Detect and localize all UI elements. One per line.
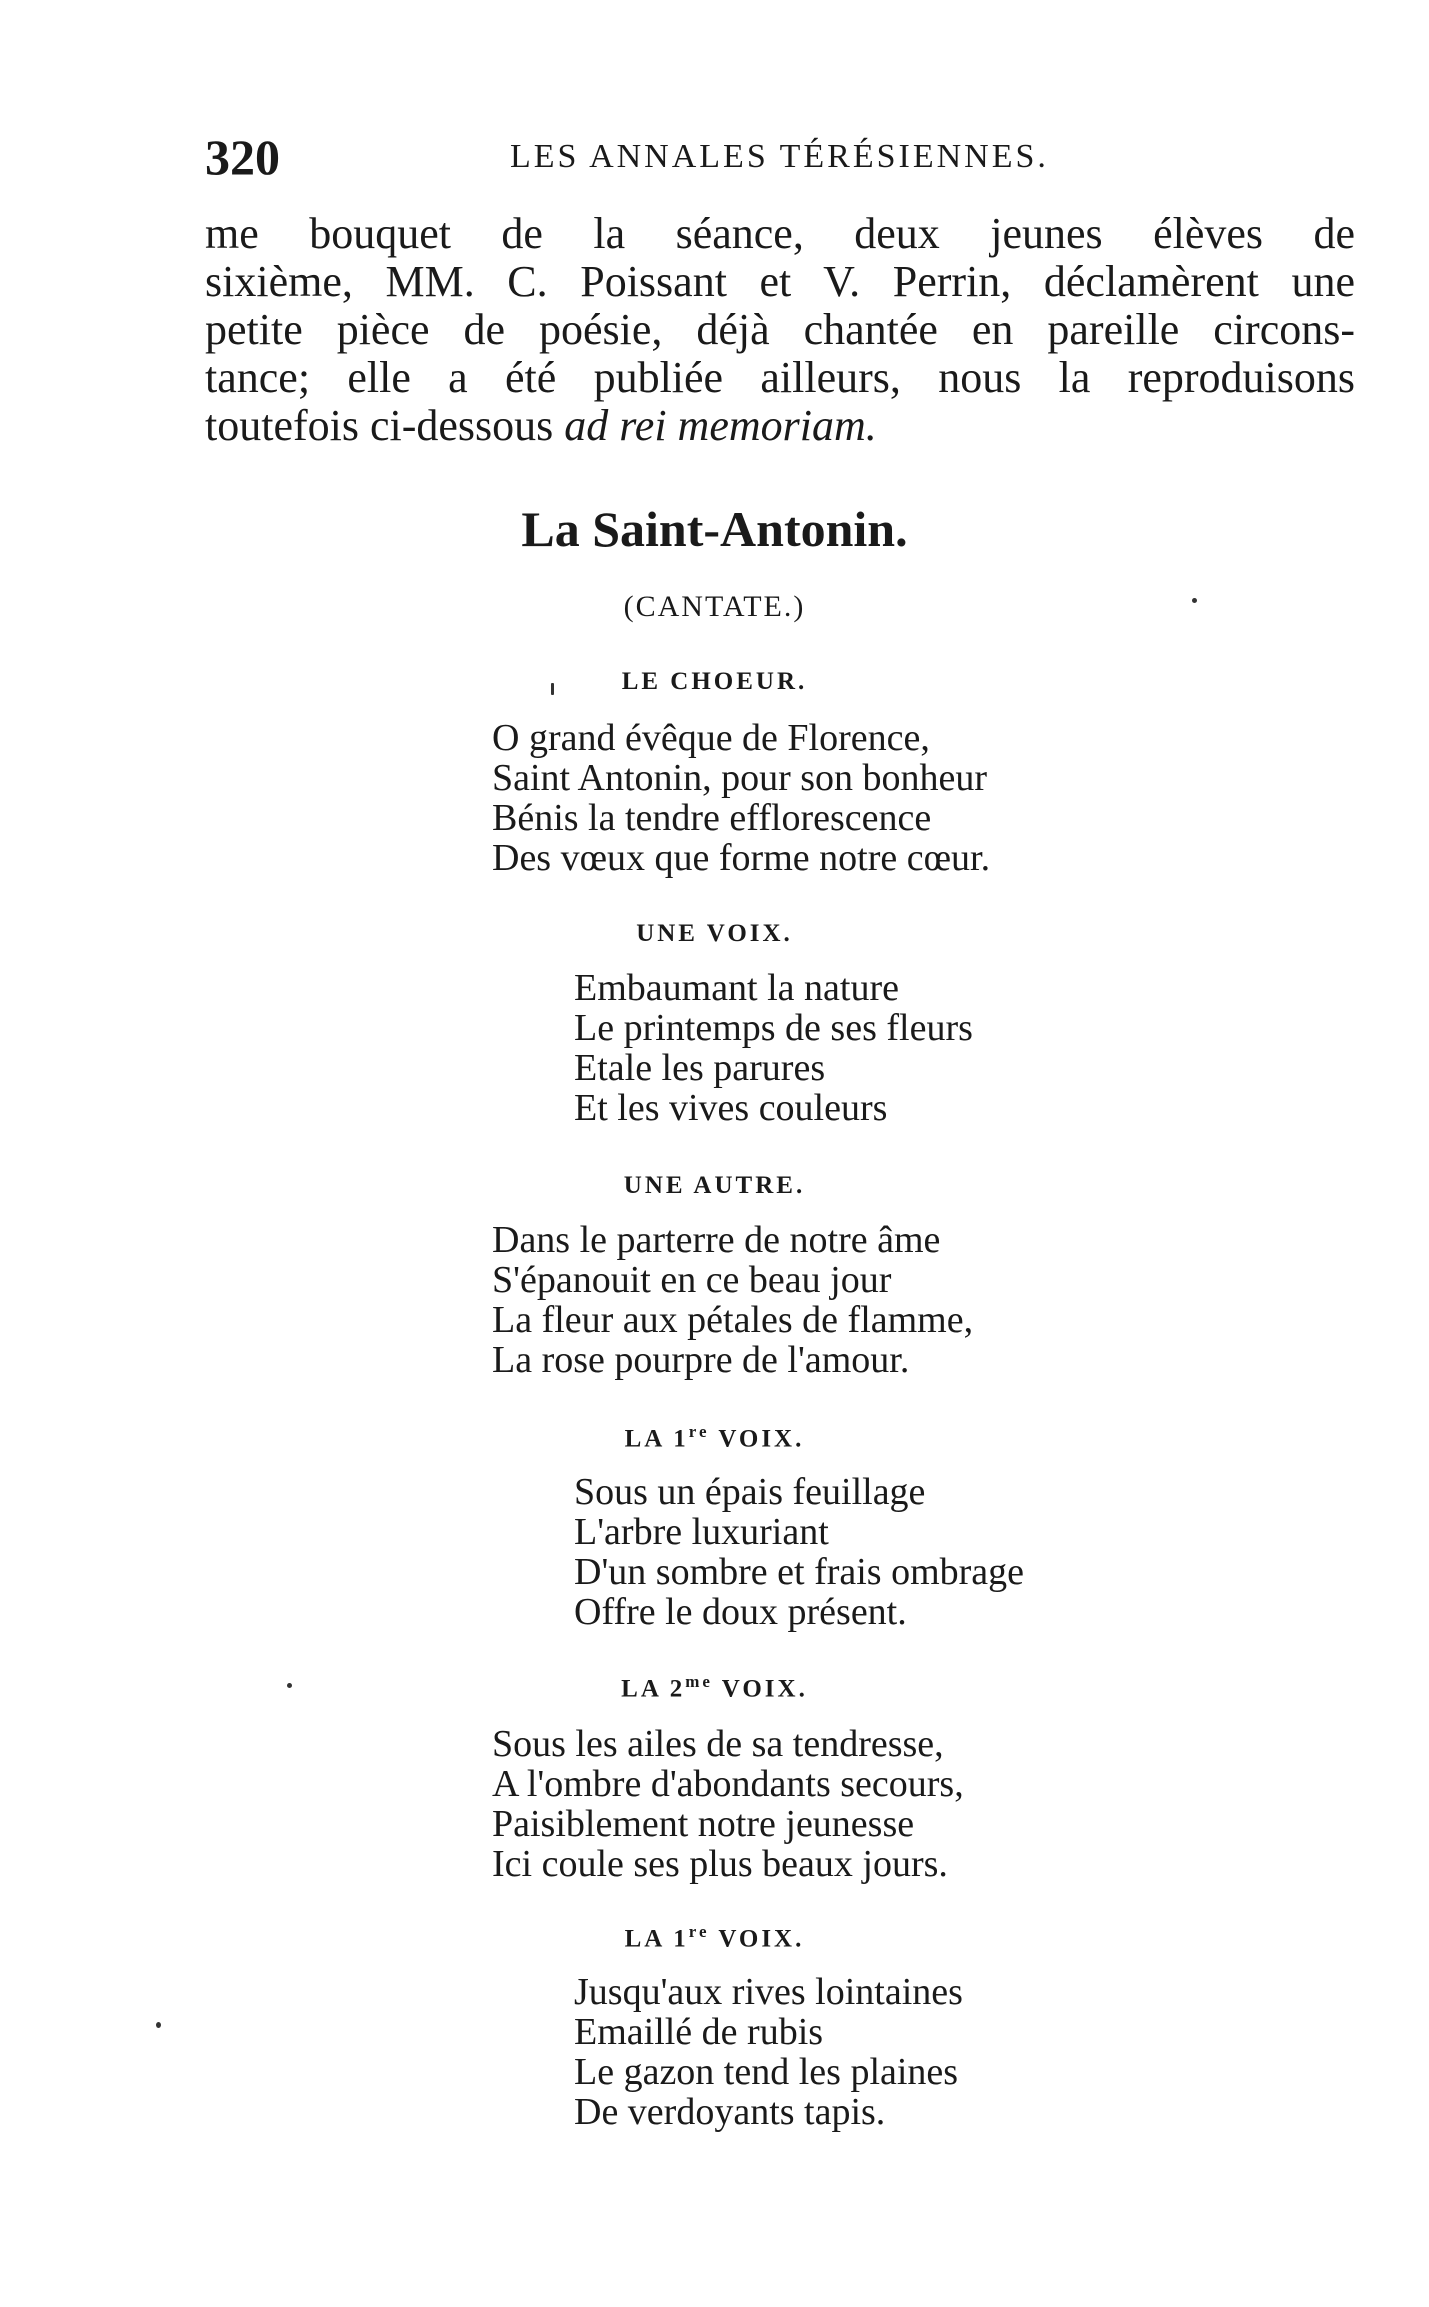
speaker-ordinal: me bbox=[685, 1672, 713, 1691]
speaker-label: LE CHOEUR. bbox=[621, 668, 808, 695]
verse-line: Jusqu'aux rives lointaines bbox=[574, 1971, 963, 2013]
speaker-label bbox=[0, 1922, 1429, 1953]
speaker-ordinal: re bbox=[688, 1922, 710, 1941]
speaker-prefix: LA 1 bbox=[624, 1925, 689, 1953]
intro-line: tance; elle a été publiée ailleurs, nous la reproduisons bbox=[205, 353, 1355, 402]
speaker-label bbox=[0, 1672, 1429, 1703]
verse-line: Ici coule ses plus beaux jours. bbox=[492, 1843, 948, 1885]
verse-line: Le printemps de ses fleurs bbox=[574, 1007, 973, 1049]
intro-line-last bbox=[205, 402, 1355, 450]
scan-speck bbox=[156, 2022, 161, 2028]
verse-line: D'un sombre et frais ombrage bbox=[574, 1551, 1025, 1593]
speaker-prefix: LA 1 bbox=[624, 1425, 689, 1453]
verse-line: Saint Antonin, pour son bonheur bbox=[492, 757, 988, 799]
verse-line: De verdoyants tapis. bbox=[574, 2091, 886, 2133]
verse-line: Des vœux que forme notre cœur. bbox=[492, 837, 991, 879]
verse-line: Etale les parures bbox=[574, 1047, 826, 1089]
speaker-ordinal: re bbox=[688, 1422, 710, 1441]
poem-subtitle: (CANTATE.) bbox=[623, 590, 806, 623]
running-title: LES ANNALES TÉRÉSIENNES. bbox=[510, 138, 1049, 175]
scan-speck bbox=[551, 683, 554, 695]
verse-line: S'épanouit en ce beau jour bbox=[492, 1259, 892, 1301]
speaker-suffix: VOIX. bbox=[712, 1675, 808, 1703]
speaker-suffix: VOIX. bbox=[709, 1425, 805, 1453]
intro-line: me bouquet de la séance, deux jeunes élèves de bbox=[205, 209, 1355, 258]
verse-line: Et les vives couleurs bbox=[574, 1087, 888, 1129]
poem-title: La Saint-Antonin. bbox=[521, 501, 908, 557]
verse-line: L'arbre luxuriant bbox=[574, 1511, 829, 1553]
scan-speck bbox=[1192, 598, 1197, 603]
verse-line: Offre le doux présent. bbox=[574, 1591, 907, 1633]
verse-line: Dans le parterre de notre âme bbox=[492, 1219, 941, 1261]
speaker-label bbox=[0, 1422, 1429, 1453]
intro-last-plain: toutefois ci-dessous bbox=[205, 401, 565, 450]
speaker-prefix: LA 2 bbox=[621, 1675, 686, 1703]
intro-paragraph bbox=[205, 210, 1355, 450]
verse-line: La rose pourpre de l'amour. bbox=[492, 1339, 910, 1381]
page-number: 320 bbox=[205, 129, 280, 185]
stanza bbox=[492, 1220, 973, 1380]
stanza bbox=[574, 1472, 1024, 1632]
stanza bbox=[574, 1972, 963, 2132]
verse-line: Sous un épais feuillage bbox=[574, 1471, 926, 1513]
stanza bbox=[492, 1724, 964, 1884]
intro-line: sixième, MM. C. Poissant et V. Perrin, déclamèrent une bbox=[205, 257, 1355, 306]
verse-line: Bénis la tendre efflorescence bbox=[492, 797, 932, 839]
verse-line: Paisiblement notre jeunesse bbox=[492, 1803, 915, 1845]
verse-line: A l'ombre d'abondants secours, bbox=[492, 1763, 964, 1805]
verse-line: Sous les ailes de sa tendresse, bbox=[492, 1723, 944, 1765]
running-head bbox=[205, 128, 1335, 188]
verse-line: Emaillé de rubis bbox=[574, 2011, 824, 2053]
verse-line: La fleur aux pétales de flamme, bbox=[492, 1299, 974, 1341]
scan-speck bbox=[287, 1683, 292, 1688]
speaker-label: UNE VOIX. bbox=[636, 920, 793, 947]
verse-line: O grand évêque de Florence, bbox=[492, 717, 930, 759]
speaker-suffix: VOIX. bbox=[709, 1925, 805, 1953]
stanza bbox=[492, 718, 990, 878]
speaker-label: UNE AUTRE. bbox=[623, 1172, 806, 1199]
stanza bbox=[574, 968, 973, 1128]
intro-last-italic: ad rei memoriam. bbox=[564, 401, 877, 450]
verse-line: Embaumant la nature bbox=[574, 967, 899, 1009]
intro-line: petite pièce de poésie, déjà chantée en pareille circons- bbox=[205, 305, 1355, 354]
verse-line: Le gazon tend les plaines bbox=[574, 2051, 959, 2093]
